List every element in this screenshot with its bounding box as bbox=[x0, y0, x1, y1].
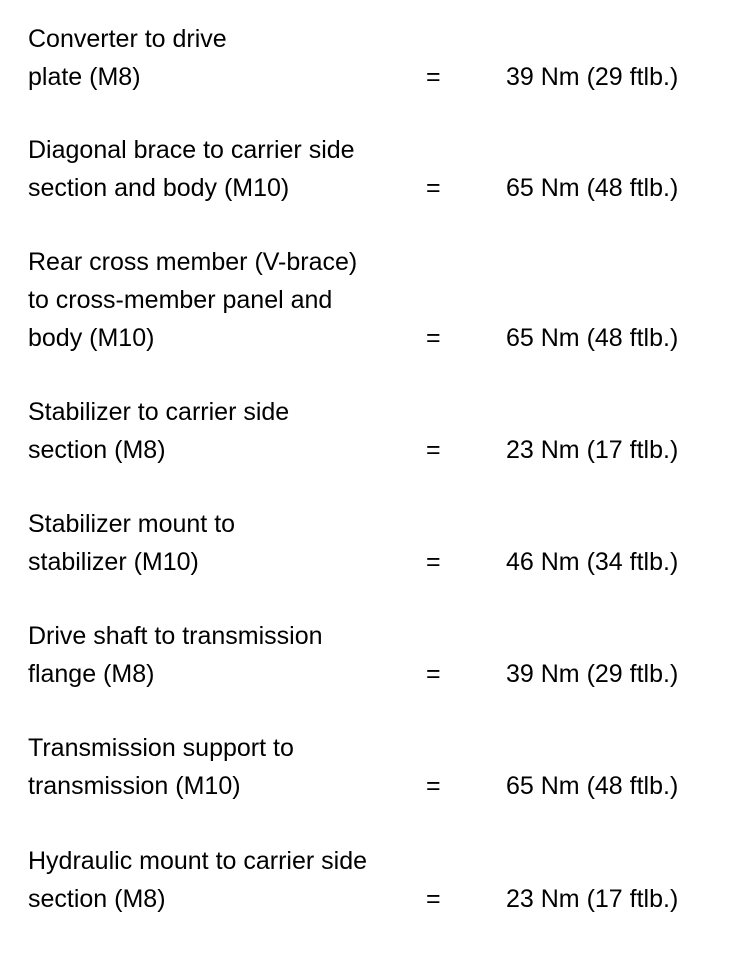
spec-description-line: body (M10) bbox=[28, 324, 155, 352]
equals-sign: = bbox=[426, 772, 441, 800]
spec-description-line: Stabilizer mount to bbox=[28, 510, 236, 538]
spec-description-line: section and body (M10) bbox=[28, 174, 290, 202]
torque-value: 23 Nm (17 ftlb.) bbox=[506, 885, 679, 913]
spec-description-line: stabilizer (M10) bbox=[28, 548, 199, 576]
torque-value: 65 Nm (48 ftlb.) bbox=[506, 324, 679, 352]
spec-description-line: section (M8) bbox=[28, 436, 166, 464]
equals-sign: = bbox=[426, 436, 441, 464]
spec-description-line: Hydraulic mount to carrier side bbox=[28, 847, 368, 875]
equals-sign: = bbox=[426, 63, 441, 91]
torque-value: 65 Nm (48 ftlb.) bbox=[506, 174, 679, 202]
spec-description-line: flange (M8) bbox=[28, 660, 155, 688]
torque-value: 46 Nm (34 ftlb.) bbox=[506, 548, 679, 576]
spec-description-line: section (M8) bbox=[28, 885, 166, 913]
spec-description-line: Transmission support to bbox=[28, 734, 294, 762]
spec-description-line: transmission (M10) bbox=[28, 772, 241, 800]
spec-description-line: plate (M8) bbox=[28, 63, 141, 91]
equals-sign: = bbox=[426, 174, 441, 202]
spec-description-line: Rear cross member (V-brace) bbox=[28, 248, 358, 276]
torque-value: 65 Nm (48 ftlb.) bbox=[506, 772, 679, 800]
spec-description-line: Drive shaft to transmission bbox=[28, 622, 323, 650]
spec-description-line: Diagonal brace to carrier side bbox=[28, 136, 355, 164]
torque-value: 39 Nm (29 ftlb.) bbox=[506, 63, 679, 91]
equals-sign: = bbox=[426, 548, 441, 576]
spec-description-line: to cross-member panel and bbox=[28, 286, 333, 314]
equals-sign: = bbox=[426, 660, 441, 688]
equals-sign: = bbox=[426, 885, 441, 913]
spec-description-line: Converter to drive bbox=[28, 25, 227, 53]
equals-sign: = bbox=[426, 324, 441, 352]
spec-description-line: Stabilizer to carrier side bbox=[28, 398, 290, 426]
torque-value: 39 Nm (29 ftlb.) bbox=[506, 660, 679, 688]
torque-value: 23 Nm (17 ftlb.) bbox=[506, 436, 679, 464]
